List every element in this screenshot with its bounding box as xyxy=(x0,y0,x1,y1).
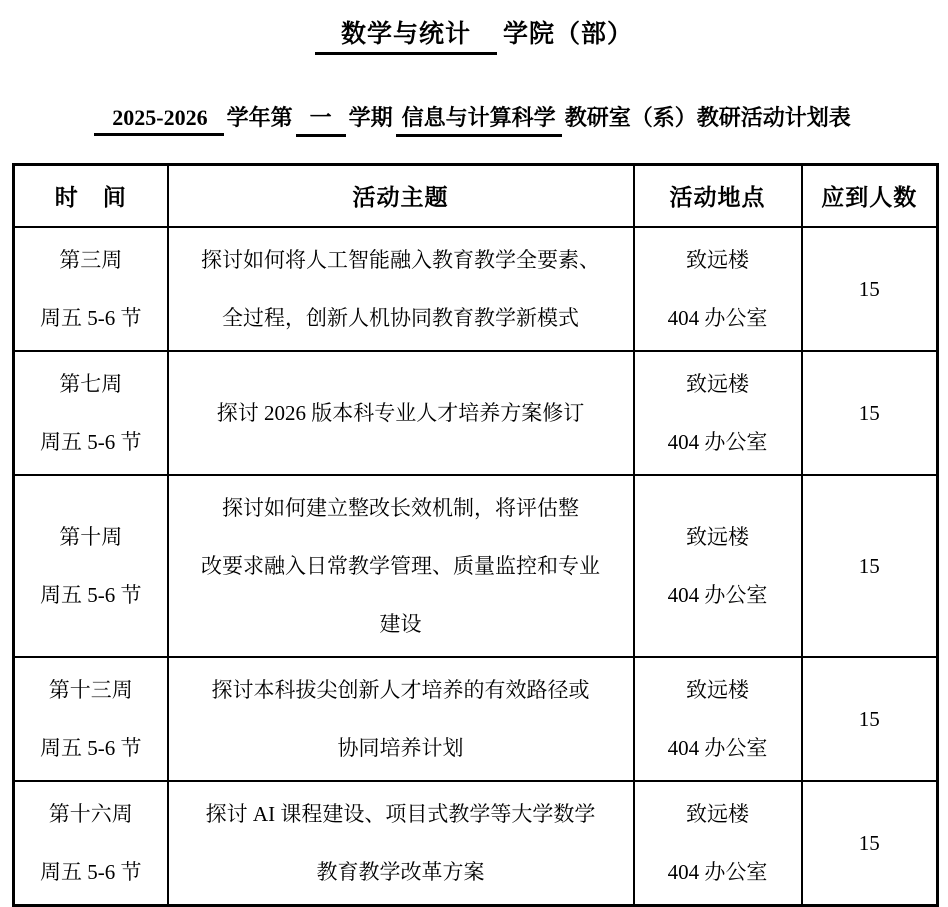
activity-plan-table xyxy=(12,163,939,907)
label-term: 学期 xyxy=(348,105,393,130)
time-cell-line: 周五 5-6 节 xyxy=(40,735,142,760)
time-cell-line: 第十三周 xyxy=(48,677,133,702)
time-cell-line: 第十六周 xyxy=(48,801,133,826)
location-cell-line: 致远楼 xyxy=(686,801,749,826)
location-cell xyxy=(634,351,802,475)
topic-cell-line: 协同培养计划 xyxy=(337,735,464,760)
time-cell-content xyxy=(21,355,161,471)
time-cell-line: 周五 5-6 节 xyxy=(40,582,142,607)
topic-cell-line: 改要求融入日常教学管理、质量监控和专业 xyxy=(201,553,600,578)
topic-cell-line: 全过程，创新人机协同教育教学新模式 xyxy=(222,305,579,330)
time-cell-content xyxy=(21,785,161,901)
time-cell xyxy=(14,475,168,657)
header-location: 活动地点 xyxy=(634,165,802,227)
count-cell-line: 15 xyxy=(858,553,880,578)
topic-cell xyxy=(168,475,634,657)
time-cell xyxy=(14,781,168,906)
table-row xyxy=(14,657,938,781)
count-cell-content xyxy=(809,537,931,595)
location-cell-line: 致远楼 xyxy=(686,247,749,272)
term-fill: 一 xyxy=(296,101,346,137)
count-cell-line: 15 xyxy=(858,400,880,425)
count-cell xyxy=(802,657,938,781)
time-cell-content xyxy=(21,508,161,624)
topic-cell-line: 探讨如何建立整改长效机制，将评估整 xyxy=(222,495,579,520)
teaching-office-fill: 信息与计算科学 xyxy=(396,101,562,137)
location-cell-line: 404 办公室 xyxy=(667,305,768,330)
location-cell-line: 404 办公室 xyxy=(667,735,768,760)
time-cell-line: 第十周 xyxy=(59,524,123,549)
time-cell-line: 周五 5-6 节 xyxy=(40,859,142,884)
count-cell xyxy=(802,781,938,906)
count-cell xyxy=(802,475,938,657)
location-cell xyxy=(634,781,802,906)
time-cell xyxy=(14,227,168,351)
count-cell-content xyxy=(809,690,931,748)
college-suffix-label: 学院（部） xyxy=(503,20,634,48)
topic-cell xyxy=(168,351,634,475)
topic-cell-content xyxy=(175,785,627,901)
location-cell-content xyxy=(641,661,795,777)
location-cell-content xyxy=(641,508,795,624)
table-header-row xyxy=(14,165,938,227)
header-count: 应到人数 xyxy=(802,165,938,227)
table-row xyxy=(14,351,938,475)
time-cell-content xyxy=(21,231,161,347)
topic-cell xyxy=(168,781,634,906)
count-cell xyxy=(802,351,938,475)
document-subtitle xyxy=(12,101,936,137)
time-cell-content xyxy=(21,661,161,777)
time-cell xyxy=(14,657,168,781)
location-cell-content xyxy=(641,355,795,471)
topic-cell-line: 探讨如何将人工智能融入教育教学全要素、 xyxy=(201,247,600,272)
location-cell-line: 致远楼 xyxy=(686,524,749,549)
time-cell xyxy=(14,351,168,475)
location-cell xyxy=(634,475,802,657)
topic-cell xyxy=(168,227,634,351)
count-cell-line: 15 xyxy=(858,276,880,301)
count-cell-content xyxy=(809,384,931,442)
count-cell-content xyxy=(809,814,931,872)
academic-year-fill: 2025-2026 xyxy=(94,105,223,136)
count-cell-line: 15 xyxy=(858,830,880,855)
topic-cell-content xyxy=(175,479,627,653)
count-cell-content xyxy=(809,260,931,318)
topic-cell-line: 教育教学改革方案 xyxy=(316,859,485,884)
location-cell-line: 致远楼 xyxy=(686,677,749,702)
table-row xyxy=(14,781,938,906)
topic-cell-content xyxy=(175,384,627,442)
location-cell xyxy=(634,227,802,351)
label-plan-table: 教研室（系）教研活动计划表 xyxy=(564,105,851,130)
header-time: 时 间 xyxy=(14,165,168,227)
activity-table-body xyxy=(14,227,938,906)
count-cell xyxy=(802,227,938,351)
college-name-fill: 数学与统计 xyxy=(315,14,497,55)
time-cell-line: 周五 5-6 节 xyxy=(40,305,142,330)
location-cell-content xyxy=(641,231,795,347)
location-cell xyxy=(634,657,802,781)
location-cell-line: 404 办公室 xyxy=(667,859,768,884)
location-cell-line: 404 办公室 xyxy=(667,582,768,607)
location-cell-line: 404 办公室 xyxy=(667,429,768,454)
count-cell-line: 15 xyxy=(858,706,880,731)
time-cell-line: 第三周 xyxy=(59,247,123,272)
topic-cell-content xyxy=(175,661,627,777)
topic-cell-line: 探讨本科拔尖创新人才培养的有效路径或 xyxy=(211,677,590,702)
topic-cell-line: 探讨 2026 版本科专业人才培养方案修订 xyxy=(216,400,585,425)
location-cell-line: 致远楼 xyxy=(686,371,749,396)
time-cell-line: 第七周 xyxy=(59,371,123,396)
table-row xyxy=(14,475,938,657)
topic-cell-line: 探讨 AI 课程建设、项目式教学等大学数学 xyxy=(205,801,596,826)
document-title xyxy=(12,14,936,55)
topic-cell-line: 建设 xyxy=(379,611,422,636)
location-cell-content xyxy=(641,785,795,901)
topic-cell-content xyxy=(175,231,627,347)
header-topic: 活动主题 xyxy=(168,165,634,227)
topic-cell xyxy=(168,657,634,781)
time-cell-line: 周五 5-6 节 xyxy=(40,429,142,454)
table-row xyxy=(14,227,938,351)
label-academic-year: 学年第 xyxy=(226,105,293,130)
